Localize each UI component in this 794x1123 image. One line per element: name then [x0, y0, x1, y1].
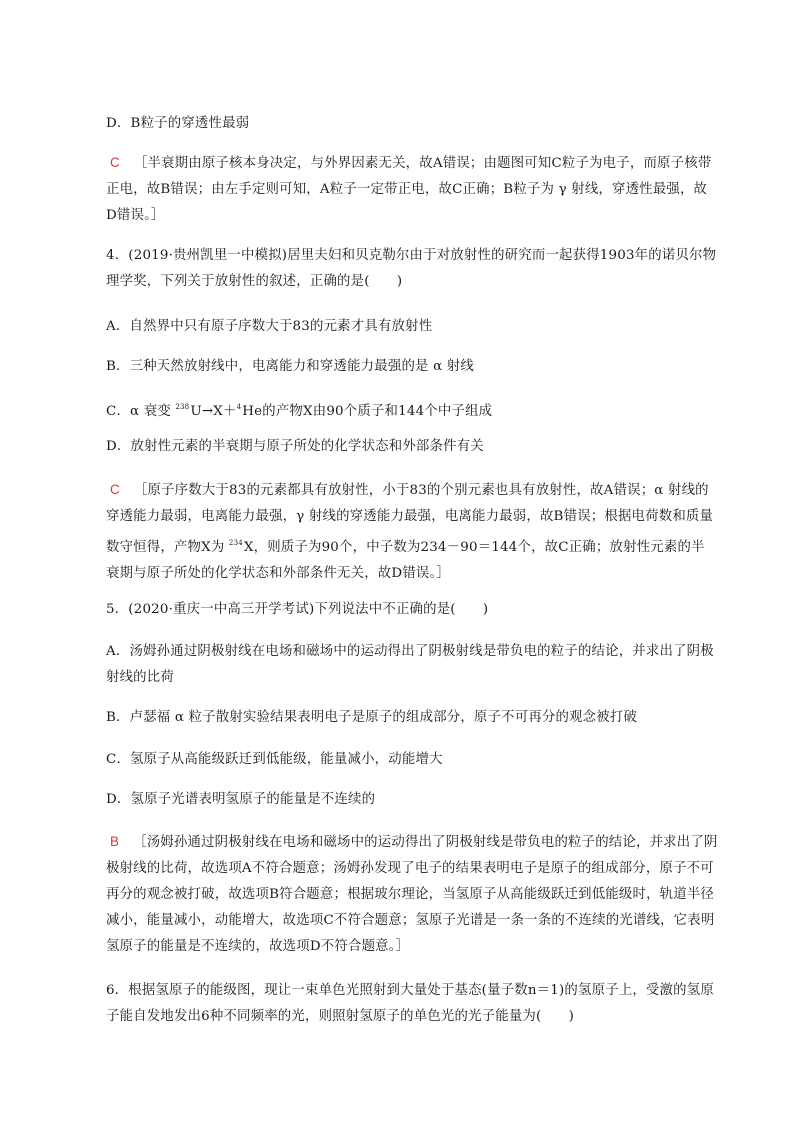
q5-answer-letter: B	[110, 834, 120, 849]
q4-option-b: B．三种天然放射线中，电离能力和穿透能力最强的是 α 射线	[106, 359, 474, 374]
q4-answer-letter: C	[110, 482, 120, 497]
q5-option-d: D．氢原子光谱表明氢原子的能量是不连续的	[106, 792, 376, 807]
q5-stem: 5．(2020·重庆一中高三开学考试)下列说法中不正确的是( )	[106, 602, 489, 617]
q4-option-c-u-mass: 238	[175, 403, 190, 411]
q4-option-c-he-mass: 4	[236, 403, 242, 411]
q4-option-c	[106, 394, 718, 425]
q5-answer	[106, 829, 718, 960]
q3-answer-letter: C	[110, 155, 120, 170]
q4-answer-x-mass: 234	[228, 539, 243, 547]
q5-option-c: C．氢原子从高能级跃迁到低能级，能量减小，动能增大	[106, 752, 443, 767]
q3-option-d: D．B粒子的穿透性最弱	[106, 116, 250, 131]
q4-option-c-prefix: C．α 衰变	[106, 404, 176, 419]
q3-answer-text: ［半衰期由原子核本身决定，与外界因素无关，故A错误；由题图可知C粒子为电子，而原子核带正电，故B错误；由左手定则可知，A粒子一定带正电，故C正确；B粒子为 γ 射线，穿透性最强，故D错误。］	[106, 156, 712, 223]
q4-option-a: A．自然界中只有原子序数大于83的元素才具有放射性	[106, 319, 433, 334]
q4-option-d: D．放射性元素的半衰期与原子所处的化学状态和外部条件有关	[106, 439, 484, 454]
q4-answer-text-part2: X，则质子为90个，中子数为234－90＝144个，故C正确；放射性元素的半衰期与原子所处的化学状态和外部条件无关，故D错误。］	[106, 540, 705, 581]
q4-stem: 4．(2019·贵州凯里一中模拟)居里夫妇和贝克勒尔由于对放射性的研究而一起获得1903年的诺贝尔物理学奖，下列关于放射性的叙述，正确的是( )	[106, 248, 717, 289]
q5-option-b: B．卢瑟福 α 粒子散射实验结果表明电子是原子的组成部分，原子不可再分的观念被打破	[106, 710, 638, 725]
q4-option-c-u: U→X＋	[190, 404, 237, 419]
q5-option-a: A．汤姆孙通过阴极射线在电场和磁场中的运动得出了阴极射线是带负电的粒子的结论，并求出了阴极射线的比荷	[106, 644, 714, 685]
q6-stem: 6．根据氢原子的能级图，现让一束单色光照射到大量处于基态(量子数n＝1)的氢原子上，受激的氢原子能自发地发出6种不同频率的光，则照射氢原子的单色光的光子能量为( )	[106, 983, 714, 1024]
q3-answer	[106, 150, 718, 229]
q5-answer-text: ［汤姆孙通过阴极射线在电场和磁场中的运动得出了阴极射线是带负电的粒子的结论，并求出了阴极射线的比荷，故选项A不符合题意；汤姆孙发现了电子的结果表明电子是原子的组成部分，原子不可再分的观念被打破，故选项B符合题意；根据玻尔理论，当氢原子从高能级跃迁到低能级时，轨道半径减小，能量减小，动能增大，故选项C不符合题意；氢原子光谱是一条一条的不连续的光谱线，它表明氢原子的能量是不连续的，故选项D不符合题意。］	[106, 835, 718, 954]
q4-option-c-he: He的产物X由90个质子和144个中子组成	[242, 404, 493, 419]
q4-answer	[106, 477, 718, 587]
q4-answer-text-part1: ［原子序数大于83的元素都具有放射性，小于83的个别元素也具有放射性，故A错误；α 射线的穿透能力最弱，电离能力最强，γ 射线的穿透能力最强，电离能力最弱，故B错误；根据电荷数和质量数守恒得，产物X为	[106, 483, 714, 555]
